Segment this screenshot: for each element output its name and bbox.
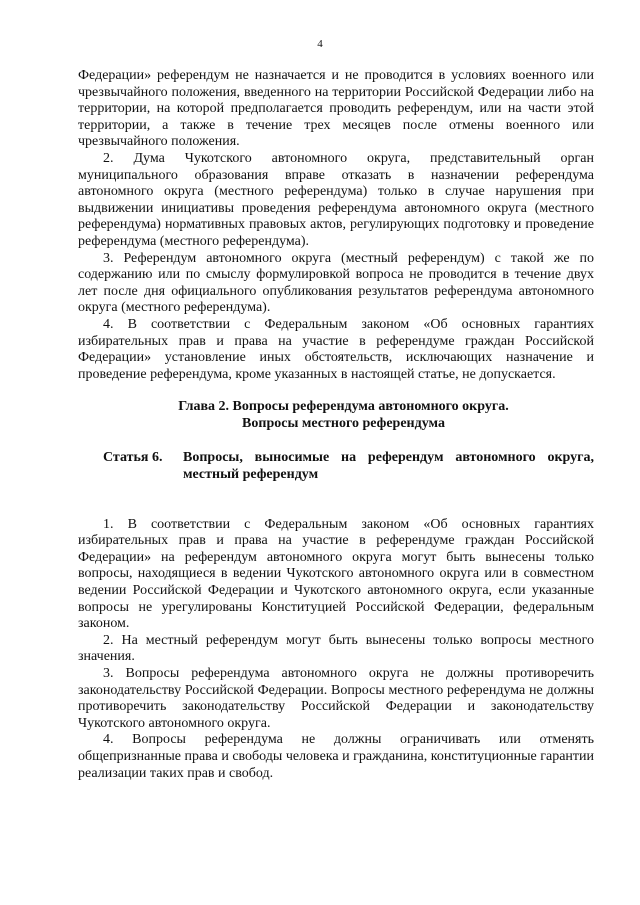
chapter-heading-line-1: Глава 2. Вопросы референдума автономного округа. bbox=[178, 399, 509, 415]
article-paragraph-1: 1. В соответствии с Федеральным законом «Об основных гарантиях избирательных прав и права на участие в референдуме граждан Российской Федерации» на референдум автономного округа могут быть вынесены только вопросы, находящиеся в ведении Чукотского автономного округа или в совместном ведении Российской Федерации и Чукотского автономного округа, если указанные вопросы не урегулированы Конституцией Российской Федерации, федеральным законом. bbox=[78, 516, 594, 632]
paragraph-item-4: 4. В соответствии с Федеральным законом «Об основных гарантиях избирательных прав и права на участие в референдуме граждан Российской Федерации» установление иных обстоятельств, исключающих назначение и проведение референдума, кроме указанных в настоящей статье, не допускается. bbox=[78, 316, 594, 382]
chapter-heading bbox=[78, 399, 594, 432]
section-spacer bbox=[78, 484, 594, 517]
paragraph-item-2: 2. Дума Чукотского автономного округа, представительный орган муниципального образования вправе отказать в назначении референдума автономного округа (местного референдума) только в случае нарушения при выдвижении инициативы проведения референдума автономного округа (местного референдума) нормативных правовых актов, регулирующих подготовку и проведение референдума (местного референдума). bbox=[78, 150, 594, 249]
article-paragraph-3: 3. Вопросы референдума автономного округа не должны противоречить законодательству Российской Федерации. Вопросы местного референдума не должны противоречить законодательству Российской Федерации и законодательству Чукотского автономного округа. bbox=[78, 666, 594, 731]
paragraph-continuation: Федерации» референдум не назначается и не проводится в условиях военного или чрезвычайного положения, введенного на территории Российской Федерации либо на территории, на которой предполагается проводить референдум, или на части этой территории, а также в течение трех месяцев после отмены военного или чрезвычайного положения. bbox=[78, 68, 594, 150]
article-title: Вопросы, выносимые на референдум автономного округа, местный референдум bbox=[183, 450, 594, 483]
page-number: 4 bbox=[317, 38, 323, 50]
chapter-heading-line-2: Вопросы местного референдума bbox=[242, 415, 445, 431]
paragraph-item-3: 3. Референдум автономного округа (местный референдум) с такой же по содержанию или по смыслу формулировкой вопроса не проводится в течение двух лет после дня официального опубликования результатов референдума автономного округа (местного референдума). bbox=[78, 250, 594, 316]
article-number: Статья 6. bbox=[103, 450, 163, 466]
document-body bbox=[78, 68, 594, 782]
article-heading bbox=[78, 450, 594, 483]
article-paragraph-2: 2. На местный референдум могут быть вынесены только вопросы местного значения. bbox=[78, 632, 594, 665]
article-paragraph-4: 4. Вопросы референдума не должны ограничивать или отменять общепризнанные права и свободы человека и гражданина, конституционные гарантии реализации таких прав и свобод. bbox=[78, 732, 594, 781]
